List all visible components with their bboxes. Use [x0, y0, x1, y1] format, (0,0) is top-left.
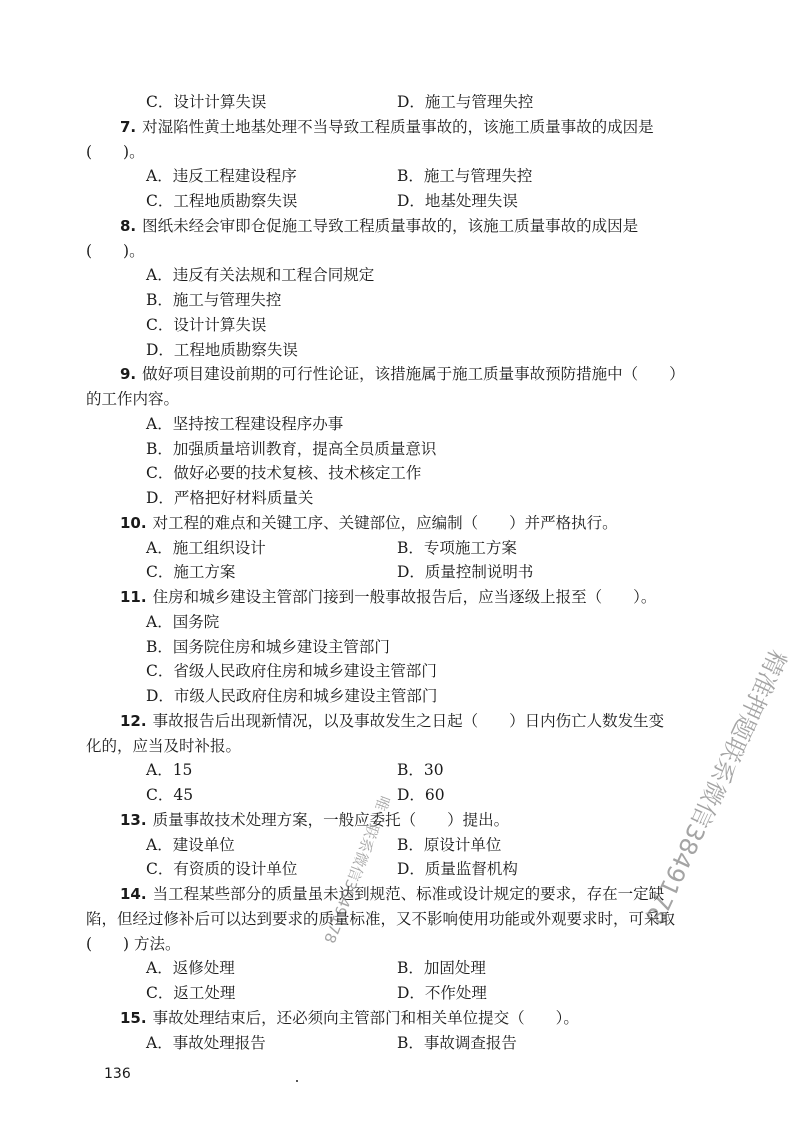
question-number: 9.	[120, 365, 137, 383]
option-text: B．专项施工方案	[397, 539, 517, 557]
footer-dot	[296, 1080, 298, 1082]
question-continuation: ( ) 方法。	[86, 935, 181, 953]
option-text: D．市级人民政府住房和城乡建设主管部门	[146, 687, 438, 705]
question-stem	[120, 364, 685, 384]
page-number: 136	[104, 1066, 131, 1082]
option-text: B．加固处理	[397, 959, 486, 977]
option-text: B．事故调查报告	[397, 1034, 517, 1052]
option-text: D．不作处理	[397, 984, 487, 1002]
question-stem	[120, 587, 656, 607]
question-number: 11.	[120, 588, 147, 606]
option-text: B．国务院住房和城乡建设主管部门	[146, 638, 390, 656]
question-continuation: 陷，但经过修补后可以达到要求的质量标准，又不影响使用功能或外观要求时，可采取	[86, 910, 676, 928]
question-stem	[120, 216, 638, 236]
option-text: A．违反工程建设程序	[146, 167, 297, 185]
option-text: C．45	[146, 786, 194, 804]
option-text: C．做好必要的技术复核、技术核定工作	[146, 464, 422, 482]
option-text: A．建设单位	[146, 836, 235, 854]
option-text: A．事故处理报告	[146, 1034, 266, 1052]
question-continuation: ( )。	[86, 242, 145, 260]
option-text: C．返工处理	[146, 984, 236, 1002]
question-number: 14.	[120, 885, 147, 903]
question-continuation: ( )。	[86, 143, 145, 161]
option-text: B．30	[397, 761, 444, 779]
question-text: 做好项目建设前期的可行性论证，该措施属于施工质量事故预防措施中（ ）	[142, 365, 685, 383]
option-text: A．坚持按工程建设程序办事	[146, 415, 344, 433]
question-number: 13.	[120, 811, 147, 829]
question-continuation: 化的，应当及时补报。	[86, 737, 242, 755]
question-text: 事故报告后出现新情况，以及事故发生之日起（ ）日内伤亡人数发生变	[152, 712, 665, 730]
option-text: C．工程地质勘察失误	[146, 192, 298, 210]
question-text: 住房和城乡建设主管部门接到一般事故报告后，应当逐级上报至（ ）。	[152, 588, 657, 606]
option-text: A．施工组织设计	[146, 539, 266, 557]
option-text: D．工程地质勘察失误	[146, 341, 298, 359]
option-text: B．加强质量培训教育，提高全员质量意识	[146, 440, 437, 458]
question-number: 8.	[120, 217, 137, 235]
option-text: D．60	[397, 786, 445, 804]
question-number: 15.	[120, 1009, 147, 1027]
question-stem	[120, 810, 509, 830]
option-text: C．施工方案	[146, 563, 236, 581]
question-text: 对工程的难点和关键工序、关键部位，应编制（ ）并严格执行。	[152, 514, 618, 532]
question-stem	[120, 1008, 579, 1028]
question-number: 12.	[120, 712, 147, 730]
option-text: D．质量控制说明书	[397, 563, 534, 581]
option-text: A．国务院	[146, 613, 220, 631]
question-stem	[120, 711, 664, 731]
watermark-text: 唯一联系微信3849178	[320, 792, 394, 946]
question-text: 质量事故技术处理方案，一般应委托（ ）提出。	[152, 811, 510, 829]
option-text: A．返修处理	[146, 959, 235, 977]
option-text: A．违反有关法规和工程合同规定	[146, 266, 375, 284]
option-text: A．15	[146, 761, 193, 779]
option-text: B．原设计单位	[397, 836, 502, 854]
question-text: 当工程某些部分的质量虽未达到规范、标准或设计规定的要求，存在一定缺	[152, 885, 665, 903]
question-text: 图纸未经会审即仓促施工导致工程质量事故的，该施工质量事故的成因是	[142, 217, 639, 235]
option-text: C．设计计算失误	[146, 316, 267, 334]
option-text: C．设计计算失误	[146, 93, 267, 111]
watermark-text: 精准押题联系微信3849178	[639, 645, 792, 929]
question-stem	[120, 884, 664, 904]
question-continuation: 的工作内容。	[86, 390, 180, 408]
question-number: 10.	[120, 514, 147, 532]
question-stem	[120, 513, 618, 533]
question-text: 对湿陷性黄土地基处理不当导致工程质量事故的，该施工质量事故的成因是	[142, 118, 654, 136]
option-text: C．有资质的设计单位	[146, 860, 298, 878]
option-text: D．施工与管理失控	[397, 93, 534, 111]
question-stem	[120, 117, 654, 137]
question-text: 事故处理结束后，还必须向主管部门和相关单位提交（ ）。	[152, 1009, 579, 1027]
option-text: D．严格把好材料质量关	[146, 489, 314, 507]
question-number: 7.	[120, 118, 137, 136]
option-text: D．地基处理失误	[397, 192, 518, 210]
option-text: D．质量监督机构	[397, 860, 518, 878]
option-text: B．施工与管理失控	[146, 291, 282, 309]
option-text: C．省级人民政府住房和城乡建设主管部门	[146, 662, 437, 680]
option-text: B．施工与管理失控	[397, 167, 533, 185]
